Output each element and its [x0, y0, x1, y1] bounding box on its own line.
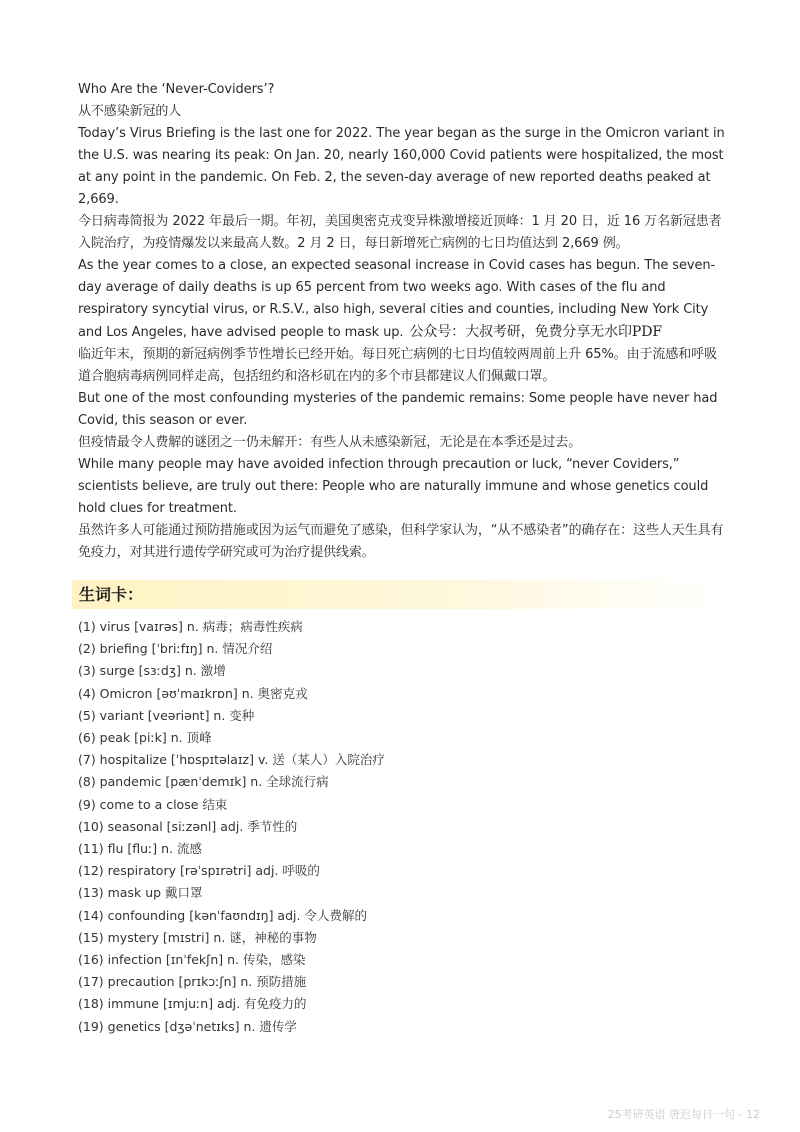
vocab-item: (3) surge [sɜːdʒ] n. 激增: [78, 663, 226, 679]
vocab-item: (9) come to a close 结束: [78, 796, 228, 812]
vocab-item: (4) Omicron [əʊˈmaɪkrɒn] n. 奥密克戎: [78, 685, 308, 701]
paragraph-2-en: [78, 255, 726, 344]
vocab-list: [78, 616, 718, 1038]
vocab-item: (5) variant [veəriənt] n. 变种: [78, 707, 255, 723]
paragraph-3-en: But one of the most confounding mysteries of the pandemic remains: Some people have never had Covid, this season or ever.: [78, 391, 718, 428]
vocab-item: (8) pandemic [pænˈdemɪk] n. 全球流行病: [78, 774, 329, 790]
vocab-item: (17) precaution [prɪkɔːʃn] n. 预防措施: [78, 974, 307, 990]
vocab-item: (16) infection [ɪnˈfekʃn] n. 传染，感染: [78, 952, 306, 968]
vocab-item: (14) confounding [kənˈfaʊndɪŋ] adj. 令人费解的: [78, 907, 367, 923]
paragraph-1-en: Today’s Virus Briefing is the last one for 2022. The year began as the surge in the Omicron variant in the U.S. was nearing its peak: On Jan. 20, nearly 160,000 Covid patients were hospitalized, the most at any point in the pandemic. On Feb. 2, the seven-day average of new reported deaths peaked at 2,669.: [78, 126, 725, 207]
article-title-zh: 从不感染新冠的人: [78, 104, 182, 119]
paragraph-1-zh: 今日病毒简报为 2022 年最后一期。年初，美国奥密克戎变异株激增接近顶峰：1 月 20 日，近 16 万名新冠患者入院治疗，为疫情爆发以来最高人数。2 月 2 日，每日新增死亡病例的七日均值达到 2,669 例。: [78, 214, 722, 251]
paragraph-2-zh: 临近年末，预期的新冠病例季节性增长已经开始。每日死亡病例的七日均值较两周前上升 65%。由于流感和呼吸道合胞病毒病例同样走高，包括纽约和洛杉矶在内的多个市县都建议人们佩戴口罩。: [78, 347, 717, 384]
vocab-item: (13) mask up 戴口罩: [78, 885, 203, 901]
vocab-item: (6) peak [piːk] n. 顶峰: [78, 730, 212, 746]
vocab-item: (11) flu [fluː] n. 流感: [78, 841, 203, 857]
page-footer: 25考研英语 唐迟每日一句 - 12: [607, 1108, 760, 1121]
paragraph-2-en-text: As the year comes to a close, an expected seasonal increase in Covid cases has begun. The seven-day average of daily deaths is up 65 percent from two weeks ago. With cases of the flu and respiratory syncytial virus, or R.S.V., also high, several cities and counties, including New York City and Los Angeles, have advised people to mask up.: [78, 258, 716, 340]
article-title-en: Who Are the ‘Never-Coviders’?: [78, 82, 275, 97]
vocab-item: (2) briefing [ˈbriːfɪŋ] n. 情况介绍: [78, 641, 273, 657]
vocab-item: (12) respiratory [rəˈspɪrətri] adj. 呼吸的: [78, 863, 320, 879]
vocab-item: (18) immune [ɪmjuːn] adj. 有免疫力的: [78, 996, 307, 1012]
vocab-card-heading: 生词卡：: [79, 585, 144, 604]
paragraph-4-en: While many people may have avoided infection through precaution or luck, “never Coviders,” scientists believe, are truly out there: People who are naturally immune and whose genetics could hold clues for treatment.: [78, 457, 709, 516]
watermark-text: 公众号：大叔考研，免费分享无水印PDF: [409, 324, 662, 340]
vocab-item: (19) genetics [dʒəˈnetɪks] n. 遗传学: [78, 1018, 297, 1034]
vocab-card-header: [72, 580, 722, 609]
article-body: [78, 79, 726, 564]
vocab-item: (7) hospitalize [ˈhɒspɪtəlaɪz] v. 送（某人）入院治疗: [78, 752, 385, 768]
vocab-item: (10) seasonal [siːzənl] adj. 季节性的: [78, 818, 298, 834]
paragraph-3-zh: 但疫情最令人费解的谜团之一仍未解开：有些人从未感染新冠，无论是在本季还是过去。: [78, 435, 582, 450]
vocab-item: (15) mystery [mɪstri] n. 谜，神秘的事物: [78, 929, 317, 945]
vocab-item: (1) virus [vaɪrəs] n. 病毒；病毒性疾病: [78, 619, 303, 634]
paragraph-4-zh: 虽然许多人可能通过预防措施或因为运气而避免了感染，但科学家认为，“从不感染者”的确存在：这些人天生具有免疫力，对其进行遗传学研究或可为治疗提供线索。: [78, 523, 724, 560]
